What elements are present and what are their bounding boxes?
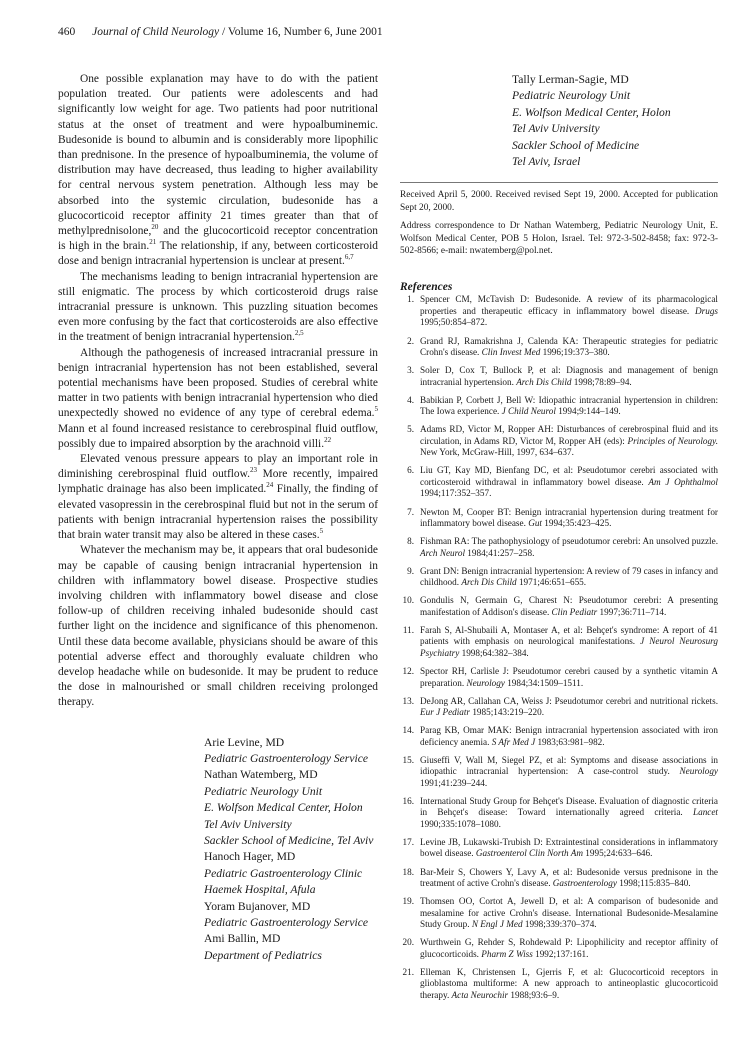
body-paragraph (58, 346, 378, 452)
correspondence-note: Address correspondence to Dr Nathan Watemberg, Pediatric Neurology Unit, E. Wolfson Medical Center, POB 5 Holon, Israel. Tel: 972-3-502-8458; fax: 972-3-502-8566; e-mail: nwatemberg@pol.net. (400, 221, 718, 257)
reference-text: Grand RJ, Ramakrishna J, Calenda KA: Therapeutic strategies for pediatric Crohn's disease. (420, 335, 718, 358)
body-paragraph (58, 452, 378, 543)
reference-number: 12. (402, 666, 414, 676)
reference-text: 1998;339:370–374. (522, 919, 597, 930)
author-name: Tally Lerman-Sagie, MD (512, 73, 629, 86)
author-affiliation: Tel Aviv, Israel (512, 155, 581, 169)
reference-item (400, 566, 718, 589)
author-affiliation: Pediatric Gastroenterology Service (204, 916, 368, 929)
reference-text: 1995;24:633–646. (582, 848, 653, 859)
author-affiliation: Tel Aviv University (512, 122, 600, 136)
author-signature-block (204, 735, 378, 965)
journal-issue: / Volume 16, Number 6, June 2001 (219, 26, 383, 38)
reference-item (400, 725, 718, 748)
paragraph-text: Mann et al found increased resistance to cerebrospinal fluid outflow, possibly due to impaired absorption by the arachnoid villi. (58, 422, 378, 450)
author-name: Arie Levine, MD (204, 735, 285, 749)
received-note: Received April 5, 2000. Received revised Sept 19, 2000. Accepted for publication Sept 20, 2000. (400, 190, 718, 213)
author-name: Nathan Watemberg, MD (204, 768, 318, 782)
running-head (58, 26, 383, 38)
reference-text: Newton M, Cooper BT: Benign intracranial hypertension during treatment for inflammatory bowel disease. (420, 506, 718, 529)
author-affiliation: Pediatric Neurology Unit (204, 784, 323, 798)
references-list (400, 294, 718, 1001)
reference-item (400, 365, 718, 388)
reference-journal: Neurology (679, 766, 718, 777)
reference-item (400, 837, 718, 860)
reference-number: 15. (402, 754, 414, 765)
reference-text: Spector RH, Carlisle J: Pseudotumor cerebri caused by a synthetic vitamin A preparation. (420, 666, 718, 688)
reference-text: Fishman RA: The pathophysiology of pseudotumor cerebri: An unsolved puzzle. (420, 536, 718, 547)
body-paragraph (58, 72, 378, 270)
reference-number: 20. (402, 937, 414, 948)
reference-text: 1983;63:981–982. (535, 736, 605, 747)
paragraph-text: The relationship, if any, between corticosteroid dose and benign intracranial hypertension is unclear at present. (58, 240, 378, 268)
left-column (58, 72, 378, 964)
citation-superscript: 24 (266, 481, 274, 490)
reference-item (400, 424, 718, 459)
reference-text: 1971;46:651–655. (516, 577, 587, 588)
reference-item (400, 867, 718, 890)
reference-item (400, 937, 718, 960)
reference-journal: Am J Ophthalmol (648, 476, 718, 487)
reference-text: Adams RD, Victor M, Ropper AH: Disturbances of cerebrospinal fluid and its circulation, in Adams RD, Victor M, Ropper AH (eds): (420, 424, 718, 446)
journal-title: Journal of Child Neurology (92, 26, 220, 38)
page-number: 460 (58, 26, 76, 38)
reference-number: 18. (402, 866, 414, 877)
author-affiliation: Sackler School of Medicine (512, 138, 640, 152)
reference-journal: Clin Invest Med (481, 347, 541, 358)
author-affiliation: Tel Aviv University (204, 817, 292, 831)
reference-journal: J Neurol Neurosurg Psychiatry (420, 636, 718, 658)
reference-text: 1992;137:161. (532, 948, 589, 959)
reference-text: Elleman K, Christensen L, Gjerris F, et al: Glucocorticoid receptors in glioblastoma multiforme: A new approach to antineoplastic glucocorticoid therapy. (420, 966, 718, 1000)
reference-journal: Lancet (692, 807, 718, 818)
reference-text: Grant DN: Benign intracranial hypertension: A review of 79 cases in infancy and childhood. (420, 565, 718, 588)
reference-number: 2. (407, 335, 414, 346)
citation-superscript: 2,5 (294, 329, 304, 338)
reference-text: 1991;41:239–244. (420, 777, 488, 788)
reference-text: 1998;115:835–840. (616, 878, 691, 889)
reference-number: 6. (407, 465, 414, 476)
reference-number: 11. (402, 624, 414, 635)
reference-text: 1994;35:423–425. (541, 518, 612, 529)
author-affiliation: E. Wolfson Medical Center, Holon (204, 801, 363, 815)
reference-item (400, 696, 718, 719)
reference-number: 19. (402, 896, 414, 907)
reference-item (400, 666, 718, 689)
body-paragraph (58, 270, 378, 346)
author-name: Hanoch Hager, MD (204, 850, 296, 864)
reference-item (400, 294, 718, 329)
author-signature-block-continued (512, 72, 718, 170)
reference-text: 1998;78:89–94. (571, 376, 632, 387)
reference-journal: Arch Dis Child (461, 577, 517, 588)
reference-text: Liu GT, Kay MD, Bienfang DC, et al: Pseudotumor cerebri associated with corticosteroid withdrawal in inflammatory bowel disease. (420, 465, 718, 487)
reference-text: Parag KB, Omar MAK: Benign intracranial hypertension associated with iron deficiency anemia. (420, 725, 718, 747)
reference-text: 1997;36:711–714. (597, 606, 667, 617)
reference-journal: J Child Neurol (501, 406, 556, 417)
reference-text: 1990;335:1078–1080. (420, 818, 501, 829)
references-heading: References (400, 281, 453, 294)
reference-journal: Principles of Neurology. (627, 435, 718, 446)
reference-journal: Pharm Z Wiss (481, 948, 533, 959)
citation-superscript: 22 (324, 436, 332, 445)
right-column (400, 72, 718, 1008)
reference-journal: Neurology (466, 677, 505, 688)
divider (400, 182, 718, 183)
author-affiliation: Sackler School of Medicine, Tel Aviv (204, 833, 374, 847)
reference-item (400, 395, 718, 418)
citation-superscript: 5 (374, 405, 378, 414)
reference-text: Wurthwein G, Rehder S, Rohdewald P: Lipophilicity and receptor affinity of glucocorticoids. (420, 937, 718, 959)
reference-journal: Gut (528, 518, 542, 529)
reference-journal: Arch Neurol (420, 547, 465, 558)
reference-text: 1995;50:854–872. (420, 317, 488, 328)
reference-number: 7. (407, 506, 414, 517)
reference-number: 21. (402, 966, 414, 977)
reference-number: 10. (402, 595, 414, 606)
reference-text: Thomsen OO, Cortot A, Jewell D, et al: A comparison of budesonide and mesalamine for active Crohn's disease. International Budesonide-Mesalamine Study Group. (420, 896, 718, 930)
reference-item (400, 896, 718, 931)
reference-number: 4. (407, 394, 414, 405)
reference-journal: Arch Dis Child (516, 376, 572, 387)
author-name: Yoram Bujanover, MD (204, 899, 311, 913)
author-affiliation: Pediatric Neurology Unit (512, 89, 631, 103)
reference-item (400, 625, 718, 660)
reference-text: New York, McGraw-Hill, 1997, 634–637. (420, 447, 574, 458)
reference-item (400, 595, 718, 618)
reference-text: Farah S, Al-Shubaili A, Montaser A, et al: Behçet's syndrome: A report of 41 patients with emphasis on neurological manifestations. (420, 624, 718, 647)
reference-journal: Gastroenterol Clin North Am (475, 848, 583, 859)
reference-journal: Eur J Pediatr (420, 707, 471, 718)
reference-text: Bar-Meir S, Chowers Y, Lavy A, et al: Budesonide versus prednisone in the treatment of active Crohn's disease. (420, 866, 718, 889)
paragraph-text: Although the pathogenesis of increased intracranial pressure in benign intracranial hypertension has not been established, several potential mechanisms have been proposed. Studies of cerebral white matter in two patients with benign intracranial hypertension who died unexpectedly showed no evidence of any type of cerebral edema. (58, 346, 378, 420)
paragraph-text: The mechanisms leading to benign intracranial hypertension are still enigmatic. The process by which corticosteroid drugs raise intracranial pressure is unknown. This puzzling situation becomes even more confusing by the fact that corticosteroids are also effective in the treatment of benign intracranial hypertension. (58, 270, 378, 344)
citation-superscript: 23 (249, 466, 257, 475)
paragraph-text: Finally, the finding of elevated vasopressin in the cerebrospinal fluid but not in the serum of patients with benign intracranial hypertension raises the possibility that brain water transit may also be altered in these cases. (58, 483, 378, 542)
reference-item (400, 536, 718, 559)
author-affiliation: E. Wolfson Medical Center, Holon (512, 105, 671, 119)
citation-superscript: 21 (149, 238, 157, 247)
paragraph-text: and the glucocorticoid receptor concentration is high in the brain. (58, 225, 378, 253)
reference-item (400, 507, 718, 530)
reference-text: 1996;19:373–380. (540, 347, 610, 358)
reference-number: 17. (402, 836, 414, 847)
author-affiliation: Pediatric Gastroenterology Clinic (204, 866, 363, 880)
reference-item (400, 967, 718, 1002)
reference-text: DeJong AR, Callahan CA, Weiss J: Pseudotumor cerebri and nutritional rickets. (420, 695, 718, 706)
paragraph-text: More recently, impaired lymphatic drainage has also been implicated. (58, 468, 378, 496)
reference-number: 16. (402, 795, 414, 806)
reference-number: 14. (402, 725, 414, 736)
reference-item (400, 796, 718, 831)
author-name: Ami Ballin, MD (204, 932, 281, 946)
reference-number: 9. (407, 565, 414, 576)
reference-journal: N Engl J Med (471, 919, 523, 930)
citation-superscript: 6,7 (344, 253, 354, 262)
reference-text: 1994;117:352–357. (420, 488, 492, 499)
reference-text: Levine JB, Lukawski-Trubish D: Extraintestinal considerations in inflammatory bowel disease. (420, 836, 718, 859)
author-affiliation: Department of Pediatrics (204, 948, 322, 962)
paragraph-text: One possible explanation may have to do with the patient population treated. Our patients were adolescents and had significantly low weight for age. Two patients had poor nutritional status at the onset of treatment and were hypoalbuminemic. Budesonide is bound to albumin and is considerably more lipophilic than prednisone. In the presence of hypoalbuminemia, the volume of distribution may have decreased, thus leading to higher availability for central nervous system penetration. Although less may be absorbed into the systemic circulation, budesonide has a glucocorticoid receptor affinity 21 times greater than that of methylprednisolone, (58, 73, 378, 238)
reference-text: 1985;143:219–220. (470, 707, 545, 718)
reference-journal: Drugs (695, 305, 718, 316)
body-text (58, 72, 378, 711)
reference-text: Giuseffi V, Wall M, Siegel PZ, et al: Symptoms and disease associations in idiopathic intracranial hypertension: A case-control study. (420, 754, 718, 777)
reference-number: 5. (407, 424, 414, 435)
reference-text: International Study Group for Behçet's Disease. Evaluation of diagnostic criteria in Behçet's disease: Toward internationally agreed criteria. (420, 795, 718, 818)
paragraph-text: Whatever the mechanism may be, it appears that oral budesonide may be capable of causing benign intracranial hypertension in children with inflammatory bowel disease. Prospective studies involving children with inflammatory bowel disease and close follow-up of children receiving inhaled budesonide should cast further light on the incidence and significance of this phenomenon. Until these data become available, physicians should be aware of this potential adverse effect and thoroughly evaluate children who develop headache while on budesonide. It may be prudent to reduce the dose in malnourished or small children receiving prolonged therapy. (58, 544, 378, 709)
author-affiliation: Haemek Hospital, Afula (204, 883, 316, 897)
reference-text: Babikian P, Corbett J, Bell W: Idiopathic intracranial hypertension in children: The Iowa experience. (420, 394, 718, 417)
reference-number: 13. (402, 695, 414, 706)
reference-text: 1998;64:382–384. (459, 647, 529, 658)
reference-journal: Acta Neurochir (451, 989, 509, 1000)
reference-text: 1984;41:257–258. (465, 547, 535, 558)
reference-item (400, 755, 718, 790)
reference-number: 3. (407, 365, 414, 376)
reference-text: 1984;34:1509–1511. (504, 677, 584, 688)
reference-journal: S Afr Med J (491, 736, 536, 747)
reference-number: 8. (407, 536, 414, 547)
citation-superscript: 20 (151, 223, 159, 232)
reference-item (400, 336, 718, 359)
reference-text: Spencer CM, McTavish D: Budesonide. A review of its pharmacological properties and therapeutic efficacy in inflammatory bowel disease. (420, 294, 718, 316)
reference-text: Soler D, Cox T, Bullock P, et al: Diagnosis and management of benign intracranial hypertension. (420, 365, 718, 387)
reference-journal: Gastroenterology (552, 878, 617, 889)
body-paragraph (58, 543, 378, 710)
reference-text: 1988;93:6–9. (508, 989, 560, 1000)
reference-journal: Clin Pediatr (551, 606, 598, 617)
reference-text: Gondulis N, Germain G, Charest N: Pseudotumor cerebri: A presenting manifestation of Addison's disease. (420, 595, 718, 617)
citation-superscript: 5 (319, 527, 324, 536)
reference-number: 1. (407, 294, 414, 305)
reference-text: 1994;9:144–149. (555, 406, 621, 417)
author-affiliation: Pediatric Gastroenterology Service (204, 751, 368, 765)
paragraph-text: Elevated venous pressure appears to play an important role in diminishing cerebrospinal fluid outflow. (58, 453, 378, 481)
reference-item (400, 465, 718, 500)
